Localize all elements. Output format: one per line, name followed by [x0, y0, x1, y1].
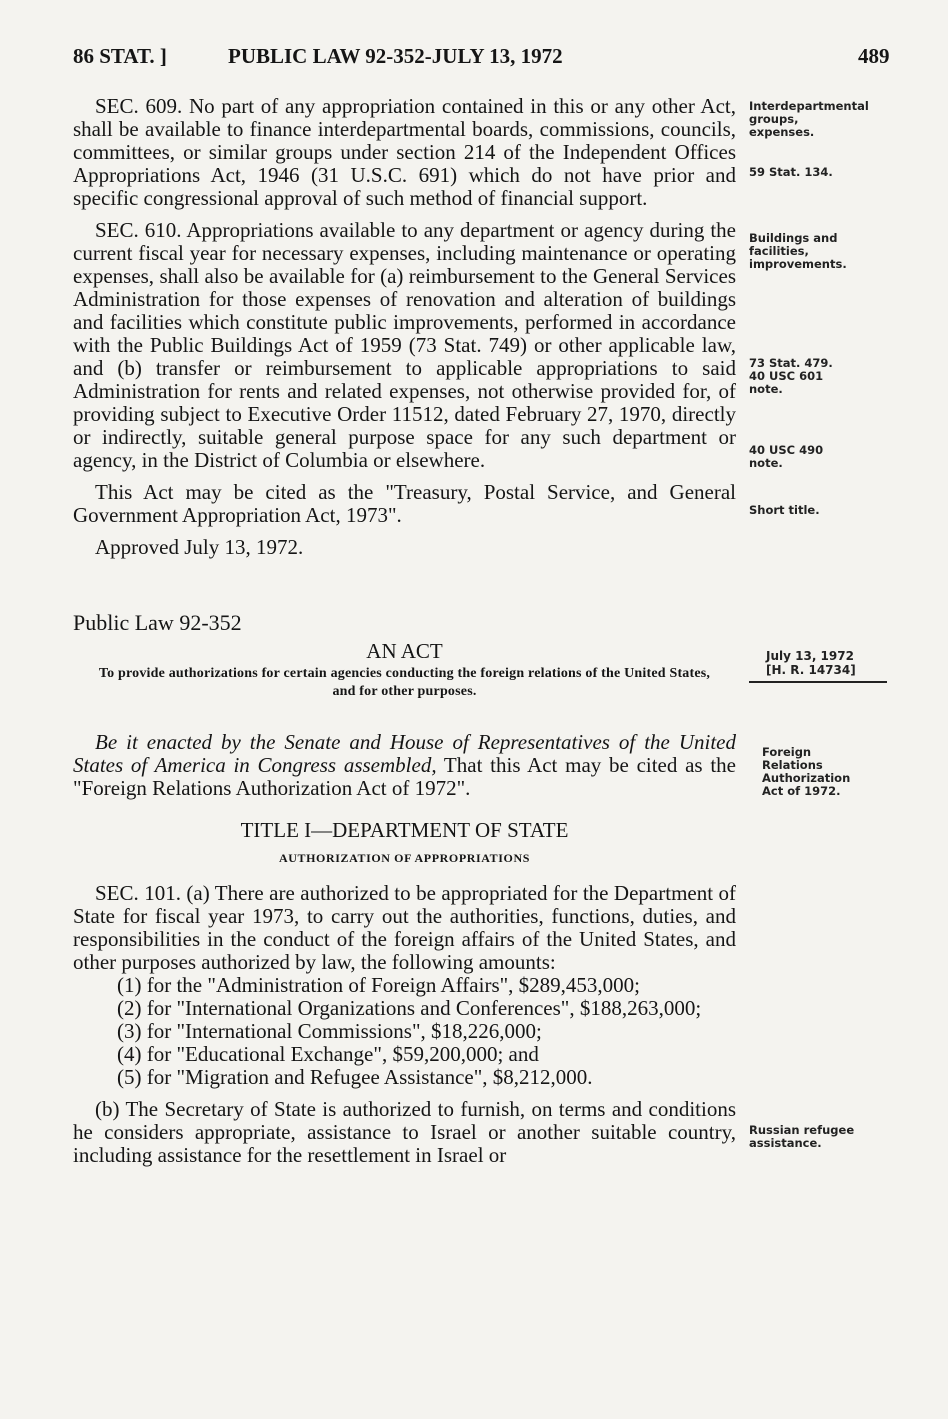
margin-note-short-title: Short title.: [749, 503, 820, 517]
appropriation-item-1: (1) for the "Administration of Foreign Affairs", $289,453,000;: [117, 973, 641, 997]
margin-note-bill-number: [H. R. 14734]: [766, 663, 856, 677]
enacting-clause-italic: Be it enacted by the Senate and House of Representatives of the United States of America in Congress assembled,: [73, 730, 736, 777]
stat-reference: 86 STAT. ]: [73, 44, 167, 68]
subheading: AUTHORIZATION OF APPROPRIATIONS: [278, 851, 531, 865]
appropriation-item-2: (2) for "International Organizations and Conferences", $188,263,000;: [117, 996, 702, 1020]
margin-note-date: July 13, 1972: [766, 649, 854, 663]
margin-note-buildings: Buildings and facilities, improvements.: [749, 231, 847, 271]
enacting-clause-rest: That this Act may be cited as the "Foreign Relations Authorization Act of 1972".: [73, 753, 736, 800]
margin-note-russian-refugee: Russian refugee assistance.: [749, 1123, 855, 1150]
appropriation-item-4: (4) for "Educational Exchange", $59,200,000; and: [117, 1042, 539, 1066]
margin-note-40-usc-601: 40 USC 601 note.: [749, 369, 824, 396]
margin-note-interdepartmental: Interdepartmental groups, expenses.: [749, 99, 869, 139]
running-title: PUBLIC LAW 92-352-JULY 13, 1972: [228, 44, 563, 68]
section-101-a: SEC. 101. (a) There are authorized to be appropriated for the Department of State for fiscal year 1973, to carry out the authorities, functions, duties, and responsibilities in the conduct of the foreign affairs of the United States, and other purposes authorized by law, the following amounts:: [73, 881, 736, 974]
act-purpose: To provide authorizations for certain agencies conducting the foreign relations of the United States, and for other purposes.: [98, 666, 711, 699]
enacting-clause: [73, 731, 736, 800]
an-act-heading: AN ACT: [366, 639, 443, 663]
margin-note-73-stat: 73 Stat. 479.: [749, 356, 833, 370]
public-law-number: Public Law 92-352: [73, 610, 242, 635]
main-text-bottom: [73, 731, 736, 1167]
public-law-heading: [73, 611, 736, 634]
title-heading: TITLE I—DEPARTMENT OF STATE: [240, 818, 569, 842]
approval-date: Approved July 13, 1972.: [95, 535, 304, 559]
page-number: 489: [858, 44, 890, 68]
section-610: SEC. 610. Appropriations available to any department or agency during the current fiscal year for necessary expenses, including maintenance or operating expenses, shall also be available for (a) reimbursement to the General Services Administration for those expenses of renovation and alteration of buildings and facilities which constitute public improvements, performed in accordance with the Public Buildings Act of 1959 (73 Stat. 749) or other applicable law, and (b) transfer or reimbursement to applicable appropriations to said Administration for rents and related expenses, not otherwise provided for, of providing subject to Executive Order 11512, dated February 27, 1970, directly or indirectly, suitable general purpose space for any such department or agency, in the District of Columbia or elsewhere.: [73, 218, 736, 472]
margin-note-foreign-relations: Foreign Relations Authorization Act of 1972.: [762, 745, 851, 798]
short-title-paragraph: This Act may be cited as the "Treasury, Postal Service, and General Government Appropriation Act, 1973".: [73, 480, 736, 527]
margin-divider: [749, 681, 887, 683]
margin-note-59-stat: 59 Stat. 134.: [749, 165, 833, 179]
act-heading-block: [73, 640, 736, 701]
main-text-top: [73, 95, 736, 559]
appropriation-item-3: (3) for "International Commissions", $18,226,000;: [117, 1019, 542, 1043]
appropriation-item-5: (5) for "Migration and Refugee Assistance", $8,212,000.: [117, 1065, 593, 1089]
section-101-b: (b) The Secretary of State is authorized to furnish, on terms and conditions he considers appropriate, assistance to Israel or another suitable country, including assistance for the resettlement in Israel or: [73, 1097, 736, 1167]
margin-note-40-usc-490: 40 USC 490 note.: [749, 443, 824, 470]
section-609: SEC. 609. No part of any appropriation contained in this or any other Act, shall be available to finance interdepartmental boards, commissions, councils, committees, or similar groups under section 214 of the Independent Offices Appropriations Act, 1946 (31 U.S.C. 691) which do not have prior and specific congressional approval of such method of financial support.: [73, 94, 736, 210]
